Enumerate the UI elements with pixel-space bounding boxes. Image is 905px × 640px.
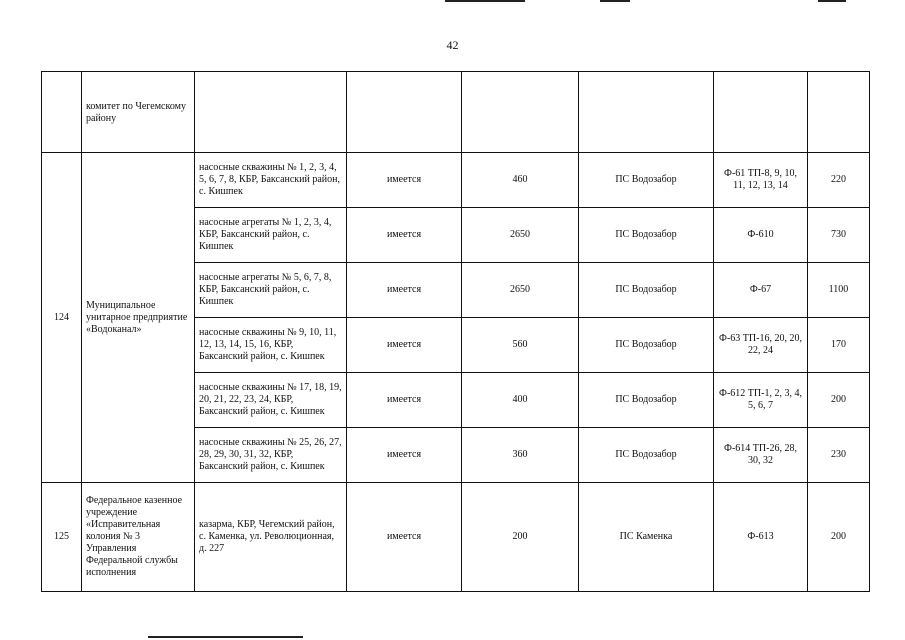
cell-num: 124 [42,153,82,483]
cell-value [808,72,870,153]
table-row-continuation [42,72,870,153]
cell-feeder: Ф-67 [714,263,808,318]
cell-status: имеется [347,263,462,318]
cell-status: имеется [347,318,462,373]
cell-object [195,72,347,153]
cell-value: 730 [808,208,870,263]
cell-power [462,72,579,153]
cell-power: 460 [462,153,579,208]
cell-status: имеется [347,208,462,263]
cell-value: 200 [808,373,870,428]
cell-feeder [714,72,808,153]
cell-value: 170 [808,318,870,373]
cell-value: 200 [808,483,870,592]
cell-substation: ПС Водозабор [579,373,714,428]
cell-object: насосные скважины № 25, 26, 27, 28, 29, 30, 31, 32, КБР, Баксанский район, с. Кишпек [195,428,347,483]
cell-object: насосные скважины № 1, 2, 3, 4, 5, 6, 7, 8, КБР, Баксанский район, с. Кишпек [195,153,347,208]
cell-status [347,72,462,153]
cell-object: насосные агрегаты № 1, 2, 3, 4, КБР, Баксанский район, с. Кишпек [195,208,347,263]
scan-artifact-top-3 [818,0,846,2]
cell-num: 125 [42,483,82,592]
cell-num [42,72,82,153]
cell-object: казарма, КБР, Чегемский район, с. Каменка, ул. Революционная, д. 227 [195,483,347,592]
cell-power: 2650 [462,208,579,263]
cell-status: имеется [347,428,462,483]
cell-substation: ПС Водозабор [579,153,714,208]
cell-value: 1100 [808,263,870,318]
cell-power: 200 [462,483,579,592]
cell-status: имеется [347,153,462,208]
data-table [41,71,870,592]
cell-object: насосные скважины № 17, 18, 19, 20, 21, 22, 23, 24, КБР, Баксанский район, с. Кишпек [195,373,347,428]
cell-substation: ПС Водозабор [579,318,714,373]
cell-value: 220 [808,153,870,208]
cell-power: 560 [462,318,579,373]
cell-org: Федеральное казенное учреждение «Исправительная колония № 3 Управления Федеральной службы исполнения [82,483,195,592]
cell-substation: ПС Водозабор [579,428,714,483]
cell-substation [579,72,714,153]
cell-power: 400 [462,373,579,428]
table-row [42,153,870,208]
cell-feeder: Ф-610 [714,208,808,263]
cell-power: 2650 [462,263,579,318]
cell-status: имеется [347,483,462,592]
scan-artifact-bottom [148,636,303,638]
cell-status: имеется [347,373,462,428]
scan-artifact-top-1 [445,0,525,2]
cell-object: насосные скважины № 9, 10, 11, 12, 13, 14, 15, 16, КБР, Баксанский район, с. Кишпек [195,318,347,373]
cell-object: насосные агрегаты № 5, 6, 7, 8, КБР, Баксанский район, с. Кишпек [195,263,347,318]
cell-substation: ПС Водозабор [579,208,714,263]
page-number: 42 [446,38,459,52]
scan-artifact-top-2 [600,0,630,2]
cell-feeder: Ф-63 ТП-16, 20, 20, 22, 24 [714,318,808,373]
cell-org: Муниципальное унитарное предприятие «Водоканал» [82,153,195,483]
cell-feeder: Ф-612 ТП-1, 2, 3, 4, 5, 6, 7 [714,373,808,428]
table-row [42,483,870,592]
cell-substation: ПС Водозабор [579,263,714,318]
cell-substation: ПС Каменка [579,483,714,592]
cell-feeder: Ф-613 [714,483,808,592]
cell-value: 230 [808,428,870,483]
cell-feeder: Ф-61 ТП-8, 9, 10, 11, 12, 13, 14 [714,153,808,208]
cell-power: 360 [462,428,579,483]
cell-org: комитет по Чегемскому району [82,72,195,153]
cell-feeder: Ф-614 ТП-26, 28, 30, 32 [714,428,808,483]
